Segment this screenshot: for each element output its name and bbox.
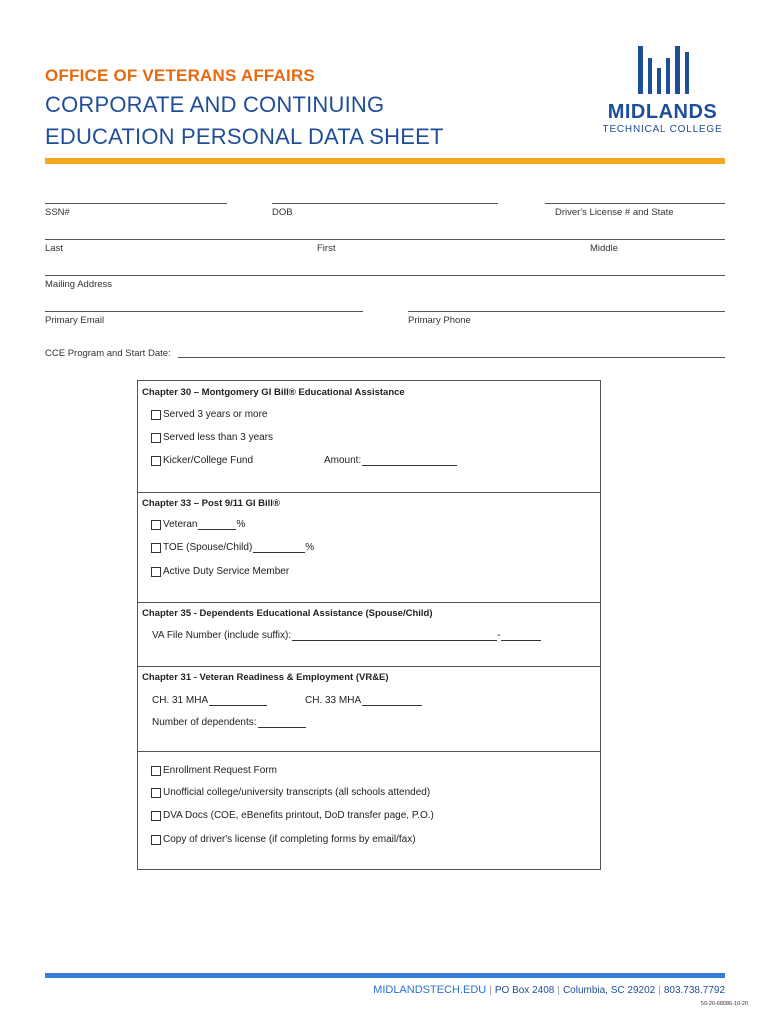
ch31-mha-label: CH. 31 MHA (152, 695, 209, 706)
checkbox[interactable] (151, 567, 161, 577)
ssn-line[interactable] (45, 203, 227, 204)
veteran-percent-blank[interactable] (198, 519, 236, 530)
ch30-title: Chapter 30 – Montgomery GI Bill® Educational Assistance (142, 387, 405, 398)
percent-sign: % (236, 519, 246, 530)
option-label: Copy of driver's license (if completing forms by email/fax) (163, 834, 416, 845)
ch35-title: Chapter 35 - Dependents Educational Assistance (Spouse/Child) (142, 608, 433, 619)
footer-separator: | (658, 985, 661, 996)
middle-name-label: Middle (590, 243, 618, 254)
logo-name: MIDLANDS (607, 101, 718, 123)
ch33-mha-label: CH. 33 MHA (305, 695, 362, 706)
program-line[interactable] (178, 357, 725, 358)
amount-blank[interactable] (362, 455, 457, 466)
page-title-line-2: EDUCATION PERSONAL DATA SHEET (45, 124, 444, 149)
email-line[interactable] (45, 311, 363, 312)
percent-sign: % (305, 542, 315, 553)
section-divider (138, 492, 600, 493)
doc-enrollment-request[interactable] (151, 765, 277, 776)
footer-contact (373, 984, 725, 996)
footer-website[interactable]: MIDLANDSTECH.EDU (373, 984, 487, 996)
footer-rule (45, 973, 725, 978)
footer-phone: 803.738.7792 (663, 985, 725, 996)
ch33-mha-blank[interactable] (362, 695, 422, 706)
ch33-mha-field[interactable] (305, 695, 422, 706)
option-label: Kicker/College Fund (163, 455, 254, 466)
program-label: CCE Program and Start Date: (45, 348, 171, 359)
option-label: Served less than 3 years (163, 432, 274, 443)
option-label: Enrollment Request Form (163, 765, 277, 776)
checkbox[interactable] (151, 410, 161, 420)
option-label: Active Duty Service Member (163, 566, 290, 577)
college-logo-mark-icon (600, 44, 725, 100)
ch33-title: Chapter 33 – Post 9/11 GI Bill® (142, 498, 280, 509)
email-label: Primary Email (45, 315, 105, 326)
benefits-box (137, 380, 601, 870)
doc-dva-docs[interactable] (151, 810, 434, 821)
checkbox[interactable] (151, 835, 161, 845)
ch30-option-3-years-plus[interactable] (151, 409, 268, 420)
ch33-option-veteran[interactable] (151, 519, 245, 530)
ch31-mha-field[interactable] (152, 695, 267, 706)
office-kicker: OFFICE OF VETERANS AFFAIRS (45, 66, 315, 85)
checkbox[interactable] (151, 811, 161, 821)
checkbox[interactable] (151, 433, 161, 443)
license-label: Driver's License # and State (555, 207, 674, 218)
dependents-blank[interactable] (258, 717, 306, 728)
amount-label: Amount: (324, 455, 362, 466)
checkbox[interactable] (151, 766, 161, 776)
footer-po-box: PO Box 2408 (494, 985, 555, 996)
va-file-blank[interactable] (292, 630, 497, 641)
doc-drivers-license[interactable] (151, 834, 416, 845)
va-suffix-blank[interactable] (501, 630, 541, 641)
ch31-title: Chapter 31 - Veteran Readiness & Employment (VR&E) (142, 672, 389, 683)
dob-line[interactable] (272, 203, 498, 204)
ch30-option-less-3-years[interactable] (151, 432, 273, 443)
first-name-label: First (317, 243, 336, 254)
ch30-amount-field[interactable] (324, 455, 457, 466)
option-label: Served 3 years or more (163, 409, 268, 420)
section-divider (138, 602, 600, 603)
section-divider (138, 666, 600, 667)
mailing-address-line[interactable] (45, 275, 725, 276)
ch30-option-kicker[interactable] (151, 455, 253, 466)
va-file-dash: - (497, 630, 501, 641)
college-logo (600, 44, 725, 140)
option-label: DVA Docs (COE, eBenefits printout, DoD transfer page, P.O.) (163, 810, 434, 821)
header-rule (45, 158, 725, 164)
checkbox[interactable] (151, 456, 161, 466)
phone-label: Primary Phone (408, 315, 471, 326)
name-line[interactable] (45, 239, 725, 240)
checkbox[interactable] (151, 543, 161, 553)
ssn-label: SSN# (45, 207, 70, 218)
footer-separator: | (489, 985, 492, 996)
logo-subtitle: TECHNICAL COLLEGE (602, 124, 723, 135)
option-label: TOE (Spouse/Child) (163, 542, 253, 553)
section-divider (138, 751, 600, 752)
phone-line[interactable] (408, 311, 725, 312)
footer-separator: | (557, 985, 560, 996)
page-title-line-1: CORPORATE AND CONTINUING (45, 92, 385, 117)
mailing-address-label: Mailing Address (45, 279, 113, 290)
footer-city: Columbia, SC 29202 (562, 985, 656, 996)
toe-percent-blank[interactable] (253, 542, 305, 553)
last-name-label: Last (45, 243, 63, 254)
option-label: Unofficial college/university transcripts (all schools attended) (163, 787, 431, 798)
ch33-option-toe[interactable] (151, 542, 314, 553)
license-line[interactable] (545, 203, 725, 204)
dob-label: DOB (272, 207, 293, 218)
ch33-option-active-duty[interactable] (151, 566, 289, 577)
dependents-label: Number of dependents: (152, 717, 257, 728)
form-code: 50-20-68086-10-20 (700, 1001, 748, 1007)
va-file-label: VA File Number (include suffix): (152, 630, 292, 641)
doc-transcripts[interactable] (151, 787, 430, 798)
ch31-mha-blank[interactable] (209, 695, 267, 706)
checkbox[interactable] (151, 788, 161, 798)
ch35-va-file-field[interactable] (152, 630, 541, 641)
option-label: Veteran (163, 519, 198, 530)
checkbox[interactable] (151, 520, 161, 530)
dependents-field[interactable] (152, 717, 306, 728)
